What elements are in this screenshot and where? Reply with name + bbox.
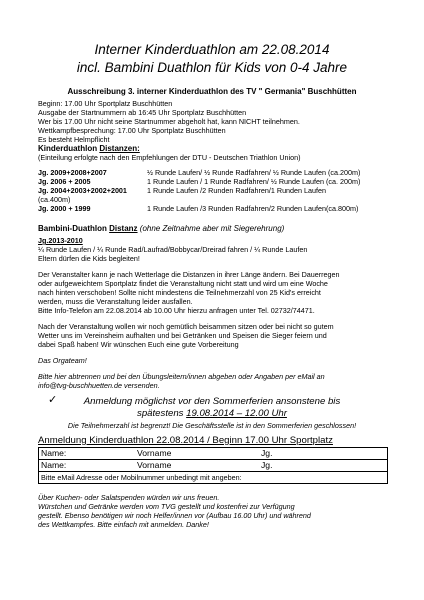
registration-heading: Anmeldung Kinderduathlon 22.08.2014 / Beginn 17.00 Uhr Sportplatz bbox=[38, 435, 333, 446]
footer-line: Über Kuchen- oder Salatspenden würden wir uns freuen. bbox=[38, 493, 220, 502]
distance-group: Jg. 2004+2003+2002+2001 bbox=[38, 186, 127, 195]
bambini-note: Eltern dürfen die Kids begleiten! bbox=[38, 254, 140, 263]
announcement-line: Wer bis 17.00 Uhr nicht seine Startnummer abgeholt hat, kann NICHT teilnehmen. bbox=[38, 117, 300, 126]
info-text-line: Der Veranstalter kann je nach Wetterlage die Distanzen in ihrer Länge ändern. Bei Dauerregen bbox=[38, 270, 340, 279]
distance-group: Jg. 2009+2008+2007 bbox=[38, 168, 107, 177]
registration-name-field[interactable] bbox=[39, 448, 388, 460]
info-text-line: oder aufgeweichtem Sportplatz findet die Veranstaltung nicht statt und wird um eine Woche bbox=[38, 279, 328, 288]
registration-form bbox=[38, 447, 388, 484]
registration-email-field[interactable] bbox=[39, 472, 388, 484]
vorname-label: Vorname bbox=[137, 460, 172, 470]
deadline-note: Die Teilnehmerzahl ist begrenzt! Die Geschäftsstelle ist in den Sommerferien geschlossen! bbox=[67, 421, 357, 430]
info-text-line: Wetter uns im Vereinsheim aufhalten und bei Getränken und Speisen die Sieger feiern und bbox=[38, 331, 327, 340]
distances-heading: Kinderduathlon Distanzen: bbox=[38, 144, 140, 153]
distance-desc-continued: (ca.400m) bbox=[38, 195, 71, 204]
announcement-heading: Ausschreibung 3. interner Kinderduathlon des TV " Germania" Buschhütten bbox=[67, 87, 357, 96]
info-text-line: dabei Spaß haben! Wir wünschen Euch eine gute Vorbereitung bbox=[38, 340, 239, 349]
detach-note-line: info@tvg-buschhuetten.de versenden. bbox=[38, 381, 160, 390]
email-label: Bitte eMail Adresse oder Mobilnummer unbedingt mit angeben: bbox=[41, 473, 242, 482]
info-text-line: werden, muss die Veranstaltung leider ausfallen. bbox=[38, 297, 193, 306]
info-text-line: Nach der Veranstaltung wollen wir noch gemütlich beisammen sitzen oder bei nicht so gutem bbox=[38, 322, 334, 331]
distance-desc: 1 Runde Laufen / 1 Runde Radfahren/ ½ Runde Laufen (ca. 200m) bbox=[147, 177, 361, 186]
vorname-label: Vorname bbox=[137, 448, 172, 458]
name-label: Name: bbox=[41, 448, 67, 458]
bambini-group: Jg.2013-2010 bbox=[38, 236, 83, 245]
distance-desc: ½ Runde Laufen/ ½ Runde Radfahren/ ½ Runde Laufen (ca.200m) bbox=[147, 168, 361, 177]
bambini-heading: Bambini-Duathlon Distanz (ohne Zeitnahme aber mit Siegerehrung) bbox=[38, 224, 285, 233]
announcement-line: Beginn: 17.00 Uhr Sportplatz Buschhütten bbox=[38, 99, 173, 108]
document-title-line2: incl. Bambini Duathlon für Kids von 0-4 Jahre bbox=[76, 60, 348, 75]
footer-line: Würstchen und Getränke werden vom TVG gestellt und kostenfrei zur Verfügung bbox=[38, 502, 295, 511]
registration-row bbox=[39, 472, 388, 484]
distance-desc: 1 Runde Laufen /2 Runden Radfahren/1 Runden Laufen bbox=[147, 186, 327, 195]
registration-name-field[interactable] bbox=[39, 460, 388, 472]
checkmark-icon: ✓ bbox=[48, 394, 58, 406]
announcement-line: Es besteht Helmpflicht bbox=[38, 135, 110, 144]
deadline-line1: Anmeldung möglichst vor den Sommerferien ansonstene bis bbox=[83, 396, 341, 407]
bambini-distance: ¼ Runde Laufen / ¼ Runde Rad/Laufrad/Bobbycar/Dreirad fahren / ¼ Runde Laufen bbox=[38, 245, 308, 254]
distance-desc: 1 Runde Laufen /3 Runden Radfahren/2 Runden Laufen(ca.800m) bbox=[147, 204, 359, 213]
footer-line: des Wettkampfes. Bitte einfach mit anmelden. Danke! bbox=[38, 520, 209, 529]
signature: Das Orgateam! bbox=[38, 356, 87, 365]
announcement-line: Ausgabe der Startnummern ab 16:45 Uhr Sportplatz Buschhütten bbox=[38, 108, 247, 117]
distance-group: Jg. 2006 + 2005 bbox=[38, 177, 91, 186]
document-title-line1: Interner Kinderduathlon am 22.08.2014 bbox=[94, 42, 330, 57]
footer-line: gestellt. Ebenso benötigen wir noch Helfer/innen vor (Aufbau 16.00 Uhr) und während bbox=[38, 511, 311, 520]
announcement-line: Wettkampfbesprechung: 17.00 Uhr Sportplatz Buschhütten bbox=[38, 126, 226, 135]
jg-label: Jg. bbox=[261, 448, 273, 458]
deadline-line2: spätestens 19.08.2014 – 12.00 Uhr bbox=[137, 408, 287, 419]
jg-label: Jg. bbox=[261, 460, 273, 470]
info-text-line: Bitte Info-Telefon am 22.08.2014 ab 10.00 Uhr hierzu anfragen unter Tel. 02732/74471. bbox=[38, 306, 315, 315]
distances-note: (Einteilung erfolgte nach den Empfehlungen der DTU - Deutschen Triathlon Union) bbox=[38, 153, 301, 162]
name-label: Name: bbox=[41, 460, 67, 470]
registration-row bbox=[39, 460, 388, 472]
info-text-line: nach hinten verschoben! Sollte nicht mindestens die Teilnehmerzahl von 25 Kid's erreicht bbox=[38, 288, 321, 297]
registration-row bbox=[39, 448, 388, 460]
detach-note-line: Bitte hier abtrennen und bei den Übungsleitern/innen abgeben oder Angaben per eMail an bbox=[38, 372, 325, 381]
distance-group: Jg. 2000 + 1999 bbox=[38, 204, 91, 213]
